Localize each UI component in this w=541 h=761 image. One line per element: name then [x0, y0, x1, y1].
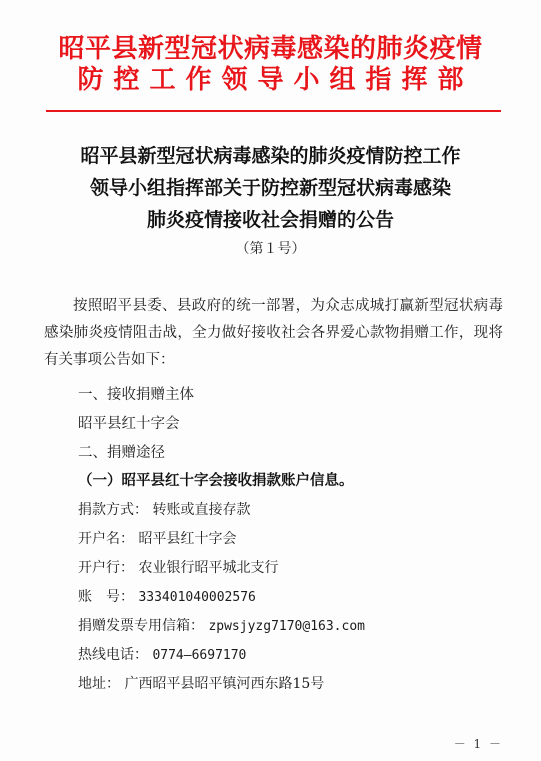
- bank-value: 农业银行昭平城北支行: [138, 560, 279, 576]
- donation-method-value: 转账或直接存款: [152, 502, 251, 518]
- intro-paragraph: 按照昭平县委、县政府的统一部署，为众志成城打赢新型冠状病毒感染肺炎疫情阻击战，全力做好接收社会各界爱心款物捐赠工作，现将有关事项公告如下：: [44, 298, 503, 368]
- document-number: （第１号）: [235, 241, 306, 257]
- hotline-row: [78, 644, 246, 664]
- donation-method-row: [78, 499, 250, 519]
- address-label: 地址：: [78, 676, 120, 692]
- invoice-email-value[interactable]: zpwsjyzg7170@163.com: [208, 619, 365, 634]
- title-line-3: 肺炎疫情接收社会捐赠的公告: [146, 209, 394, 231]
- section-2-heading: 二、捐赠途径: [78, 445, 165, 461]
- page-number: － 1 －: [453, 737, 503, 751]
- account-number-row: [78, 586, 256, 606]
- section-2-subheading: （一）昭平县红十字会接收捐款账户信息。: [78, 472, 354, 489]
- hotline-value: 0774—6697170: [152, 648, 247, 663]
- title-line-1: 昭平县新型冠状病毒感染的肺炎疫情防控工作: [80, 145, 461, 167]
- section-1-body: 昭平县红十字会: [78, 416, 180, 432]
- letterhead-line-2: 防控工作领导小组指挥部: [77, 65, 474, 95]
- invoice-email-row: [78, 615, 365, 635]
- title-line-2: 领导小组指挥部关于防控新型冠状病毒感染: [89, 177, 451, 199]
- address-row: [78, 673, 324, 693]
- account-number-label: 账 号：: [78, 589, 134, 605]
- section-1-heading: 一、接收捐赠主体: [78, 387, 194, 403]
- account-number-value: 333401040002576: [138, 590, 256, 605]
- hotline-label: 热线电话：: [78, 647, 148, 663]
- bank-row: [78, 557, 278, 577]
- letterhead: [0, 34, 541, 96]
- invoice-email-label: 捐赠发票专用信箱：: [78, 618, 204, 634]
- bank-label: 开户行：: [78, 560, 134, 576]
- letterhead-red-rule: [46, 110, 501, 112]
- intro-paragraph-container: [44, 293, 503, 374]
- account-name-row: [78, 528, 236, 548]
- account-name-label: 开户名：: [78, 531, 134, 547]
- account-name-value: 昭平县红十字会: [138, 531, 237, 547]
- document-title: [40, 140, 501, 236]
- letterhead-line-1: 昭平县新型冠状病毒感染的肺炎疫情: [58, 34, 483, 64]
- address-value: 广西昭平县昭平镇河西东路15号: [124, 676, 325, 692]
- donation-method-label: 捐款方式：: [78, 502, 148, 518]
